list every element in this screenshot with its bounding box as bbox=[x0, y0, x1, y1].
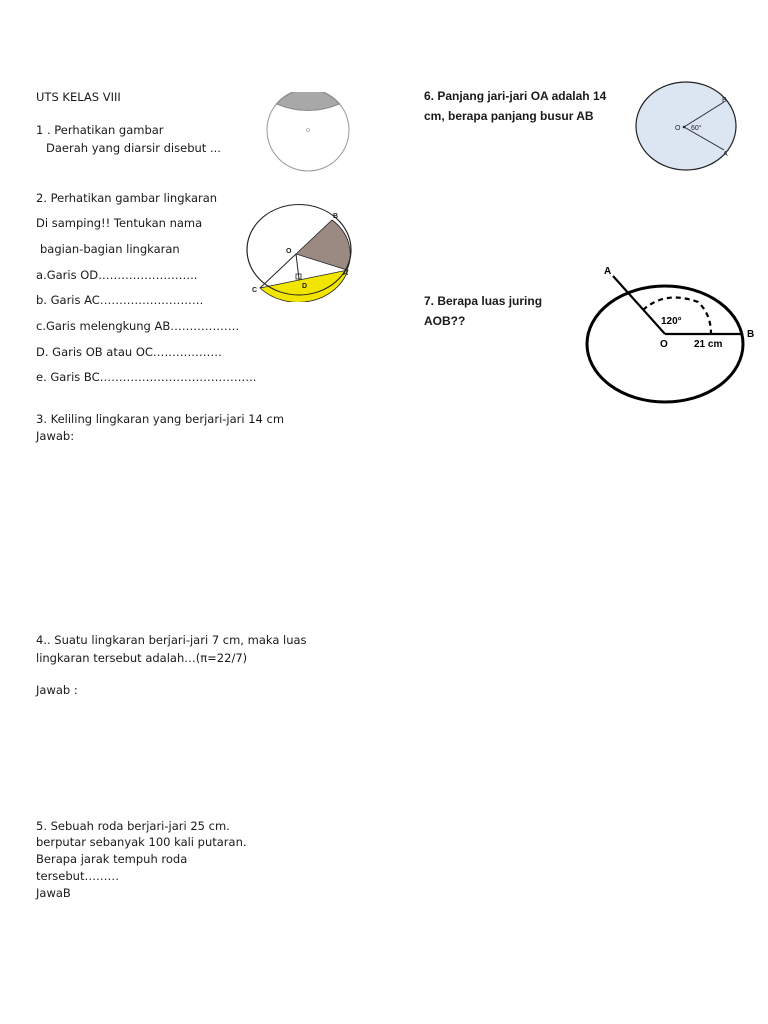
q5-line2: berputar sebanyak 100 kali putaran. bbox=[36, 835, 247, 849]
q4-line1: 4.. Suatu lingkaran berjari-jari 7 cm, maka luas bbox=[36, 633, 307, 647]
q2-label-c: C bbox=[252, 287, 258, 294]
q5-line3: Berapa jarak tempuh roda bbox=[36, 852, 188, 866]
q7-label-o: O bbox=[660, 339, 668, 350]
q5-line4: tersebut……… bbox=[36, 869, 119, 883]
q2-item-a: a.Garis OD…………………….. bbox=[36, 268, 198, 282]
q6-label-o: O bbox=[675, 125, 681, 132]
q2-item-e: e. Garis BC………………………………….. bbox=[36, 370, 257, 384]
q7-label-a: A bbox=[604, 266, 612, 277]
q1-line2: Daerah yang diarsir disebut ... bbox=[46, 141, 221, 155]
q6-angle-label: 60° bbox=[691, 125, 702, 132]
q6-circle-figure bbox=[632, 80, 742, 174]
q2-circle-figure bbox=[240, 202, 358, 302]
q7-radius-label: 21 cm bbox=[694, 339, 723, 350]
q3-line1: 3. Keliling lingkaran yang berjari-jari 14 cm bbox=[36, 412, 285, 426]
q1-circle-figure bbox=[264, 92, 354, 172]
q6-line2: cm, berapa panjang busur AB bbox=[424, 109, 594, 123]
q7-circle-figure bbox=[582, 258, 768, 408]
q7-angle-label: 120° bbox=[661, 316, 682, 327]
q2-line1: 2. Perhatikan gambar lingkaran bbox=[36, 191, 218, 205]
q2-label-o: O bbox=[286, 248, 292, 255]
q2-label-b: B bbox=[333, 213, 339, 220]
q5-answer-label: JawaB bbox=[36, 886, 71, 900]
q7-label-b: B bbox=[747, 329, 755, 340]
q5-line1: 5. Sebuah roda berjari-jari 25 cm. bbox=[36, 819, 230, 833]
q4-line2: lingkaran tersebut adalah…(π=22/7) bbox=[36, 651, 248, 665]
q1-line1: 1 . Perhatikan gambar bbox=[36, 123, 164, 137]
q2-item-d: D. Garis OB atau OC……………… bbox=[36, 345, 222, 359]
q3-answer-label: Jawab: bbox=[36, 429, 75, 443]
q7-line1: 7. Berapa luas juring bbox=[424, 294, 543, 308]
q6-line1: 6. Panjang jari-jari OA adalah 14 bbox=[424, 89, 607, 103]
q2-label-a: A bbox=[343, 270, 349, 277]
q2-label-d: D bbox=[302, 283, 308, 290]
q6-label-a: A bbox=[723, 151, 728, 158]
q6-label-b: B bbox=[722, 97, 727, 104]
q7-line2: AOB?? bbox=[424, 314, 466, 328]
q2-item-b: b. Garis AC……………………… bbox=[36, 293, 204, 307]
q2-line3: bagian-bagian lingkaran bbox=[40, 242, 180, 256]
q2-item-c: c.Garis melengkung AB……………… bbox=[36, 319, 240, 333]
q2-line2: Di samping!! Tentukan nama bbox=[36, 216, 203, 230]
q4-answer-label: Jawab : bbox=[36, 683, 78, 697]
page-title: UTS KELAS VIII bbox=[36, 90, 121, 104]
